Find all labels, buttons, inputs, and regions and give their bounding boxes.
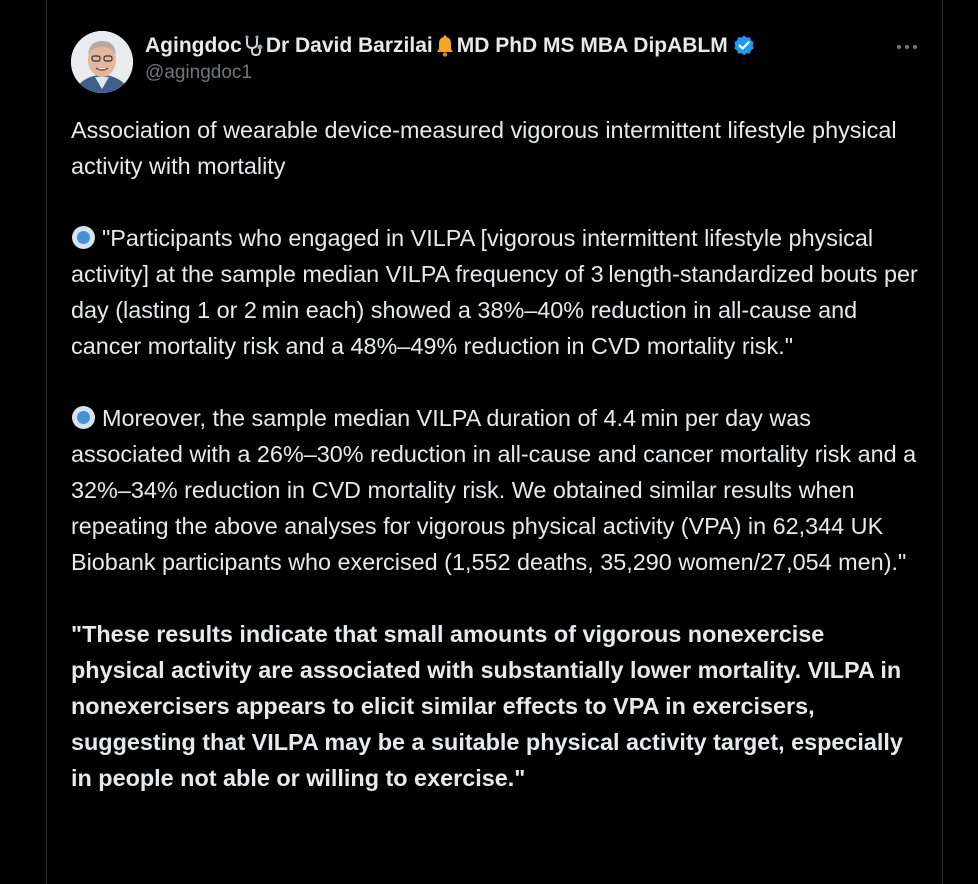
display-name-part1: Agingdoc [145,34,242,57]
tweet-container [46,0,943,884]
author-handle[interactable]: @agingdoc1 [145,62,252,83]
tweet-bullet-1 [71,220,921,364]
tweet-header [71,28,922,94]
verified-badge-icon[interactable] [732,34,756,58]
bullet-2-text: Moreover, the sample median VILPA duration of 4.4 min per day was associated with a 26%–30% reduction in all-cause and cancer mortality risk and a 32%–34% reduction in CVD mortality risk. We obtained similar results when repeating the above analyses for vigorous physical activity (VPA) in 62,344 UK Biobank participants who exercised (1,552 deaths, 35,290 women/27,054 men)." [71,405,917,575]
tweet-bullet-2 [71,400,921,580]
bullet-1-text: "Participants who engaged in VILPA [vigorous intermittent lifestyle physical activity] at the sample median VILPA frequency of 3 length-standardized bouts per day (lasting 1 or 2 min each) showed a 38%–40% reduction in all-cause and cancer mortality risk and a 48%–49% reduction in CVD mortality risk." [71,225,918,359]
display-name-part2: Dr David Barzilai [265,34,433,57]
tweet-conclusion: "These results indicate that small amounts of vigorous nonexercise physical activity are associated with substantially lower mortality. VILPA in nonexercisers appears to elicit similar effects to VPA in exercisers, suggesting that VILPA may be a suitable physical activity target, especially in people not able or willing to exercise." [71,621,903,791]
blue-circle-icon [71,404,96,429]
stethoscope-icon [242,34,266,58]
avatar-image [71,31,133,93]
blue-circle-icon [71,224,96,249]
avatar[interactable] [71,31,133,93]
tweet-text [71,112,921,796]
more-options-button[interactable] [892,32,922,62]
tweet-title-line: Association of wearable device-measured vigorous intermittent lifestyle physical activity with mortality [71,117,897,179]
display-name[interactable] [145,32,756,60]
author-block [145,32,756,84]
display-name-part3: MD PhD MS MBA DipABLM [456,34,728,57]
ellipsis-icon [896,44,918,50]
bell-icon [433,34,457,58]
